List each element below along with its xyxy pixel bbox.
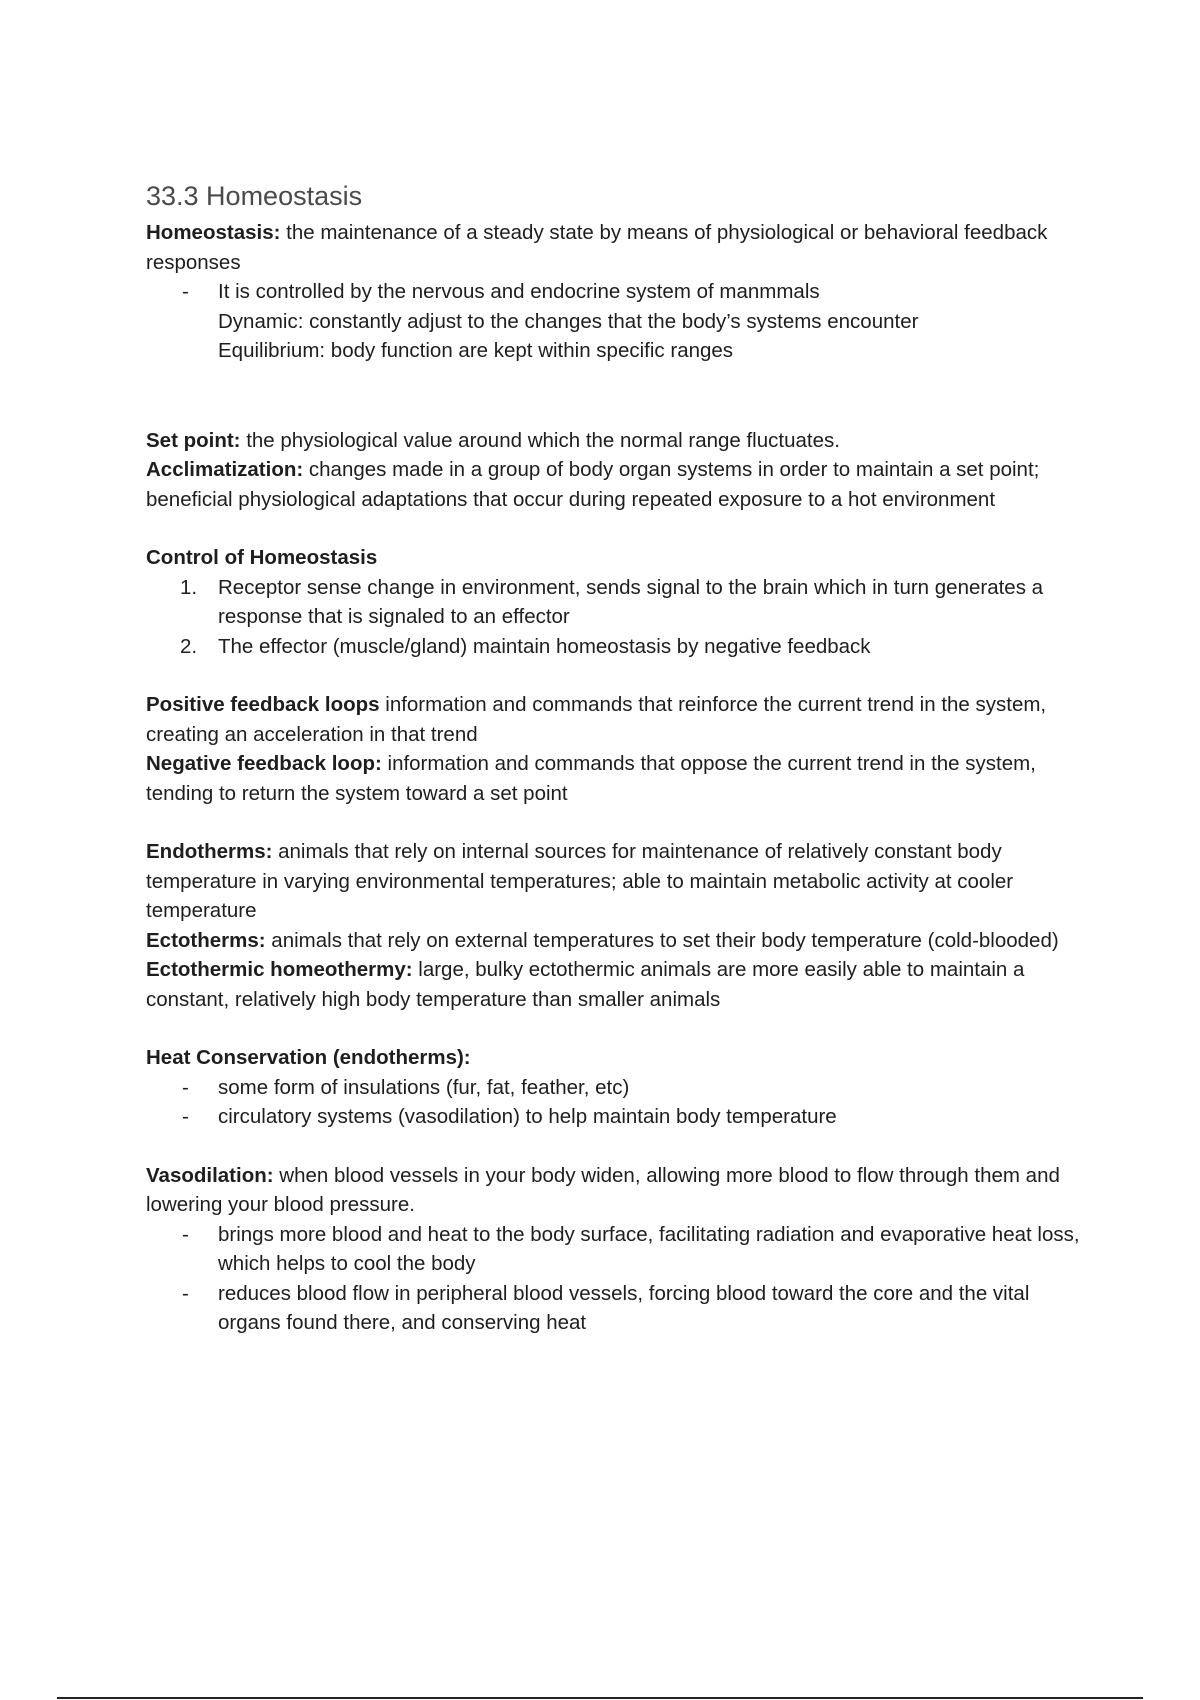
negative-feedback-definition [146, 749, 1096, 808]
bullet-marker: - [182, 1075, 189, 1099]
spacer [146, 366, 1096, 426]
spacer [146, 1014, 1096, 1043]
list-item [146, 1073, 1096, 1103]
spacer [146, 1132, 1096, 1161]
bullet-marker: - [182, 1105, 189, 1128]
positive-feedback-definition [146, 690, 1096, 749]
ectothermic-homeothermy-term: Ectothermic homeothermy: [146, 958, 413, 981]
vasodilation-text: when blood vessels in your body widen, allowing more blood to flow through them and lowering your blood pressure. [146, 1163, 1060, 1216]
list-item [146, 1102, 1096, 1132]
list-item-text: It is controlled by the nervous and endocrine system of manmmals [218, 280, 820, 303]
list-item [146, 1220, 1096, 1279]
list-item [146, 277, 1096, 307]
equilibrium-line: Equilibrium: body function are kept within specific ranges [218, 339, 734, 362]
list-item-text: brings more blood and heat to the body surface, facilitating radiation and evaporative heat loss, which helps to cool the body [218, 1222, 1080, 1275]
heat-conservation-heading: Heat Conservation (endotherms): [146, 1046, 471, 1069]
list-item [146, 1279, 1096, 1338]
ectothermic-homeothermy-text: large, bulky ectothermic animals are more easily able to maintain a constant, relatively high body temperature than smaller animals [146, 958, 1025, 1011]
control-heading: Control of Homeostasis [146, 546, 378, 569]
endotherms-text: animals that rely on internal sources for maintenance of relatively constant body temperature in varying environmental temperatures; able to maintain metabolic activity at cooler temperature [146, 840, 1014, 922]
set-point-definition [146, 426, 1096, 456]
endotherms-definition [146, 837, 1096, 926]
homeostasis-term: Homeostasis: [146, 221, 281, 244]
homeostasis-text: the maintenance of a steady state by means of physiological or behavioral feedback responses [146, 221, 1048, 274]
list-item-text: circulatory systems (vasodilation) to help maintain body temperature [218, 1105, 837, 1128]
list-item-text: Receptor sense change in environment, sends signal to the brain which in turn generates a response that is signaled to an effector [218, 575, 1044, 628]
set-point-text: the physiological value around which the normal range fluctuates. [240, 428, 840, 452]
negative-feedback-text: information and commands that oppose the current trend in the system, tending to return the system toward a set point [146, 752, 1036, 805]
bullet-marker: - [182, 1281, 189, 1305]
list-item-text: reduces blood flow in peripheral blood vessels, forcing blood toward the core and the vital organs found there, and conserving heat [218, 1281, 1030, 1334]
ectotherms-term: Ectotherms: [146, 928, 266, 952]
list-item [146, 632, 1096, 662]
vasodilation-term: Vasodilation: [146, 1163, 274, 1187]
spacer [146, 808, 1096, 837]
ectotherms-text: animals that rely on external temperatures to set their body temperature (cold-blooded) [265, 928, 1059, 952]
list-number: 2. [180, 634, 198, 658]
vasodilation-definition [146, 1161, 1096, 1220]
ectotherms-definition [146, 926, 1096, 956]
set-point-term: Set point: [146, 428, 241, 452]
acclimatization-text: changes made in a group of body organ systems in order to maintain a set point; beneficial physiological adaptations that occur during repeated exposure to a hot environment [146, 458, 1040, 511]
negative-feedback-term: Negative feedback loop: [146, 752, 382, 775]
page-bottom-rule [57, 1697, 1143, 1699]
list-item-text: some form of insulations (fur, fat, feather, etc) [218, 1075, 630, 1099]
document-page [146, 178, 1096, 1338]
dynamic-line: Dynamic: constantly adjust to the changes that the body’s systems encounter [218, 309, 919, 333]
list-item [146, 573, 1096, 632]
acclimatization-definition [146, 455, 1096, 514]
bullet-marker: - [182, 1222, 189, 1246]
homeostasis-definition [146, 218, 1096, 277]
page-title: 33.3 Homeostasis [146, 181, 363, 211]
endotherms-term: Endotherms: [146, 840, 273, 863]
acclimatization-term: Acclimatization: [146, 458, 304, 481]
spacer [146, 661, 1096, 690]
positive-feedback-term: Positive feedback loops [146, 693, 380, 716]
bullet-marker: - [182, 280, 189, 303]
ectothermic-homeothermy-definition [146, 955, 1096, 1014]
list-item-text: The effector (muscle/gland) maintain homeostasis by negative feedback [218, 634, 871, 658]
positive-feedback-text: information and commands that reinforce the current trend in the system, creating an acceleration in that trend [146, 693, 1047, 746]
spacer [146, 514, 1096, 543]
list-number: 1. [180, 575, 198, 599]
